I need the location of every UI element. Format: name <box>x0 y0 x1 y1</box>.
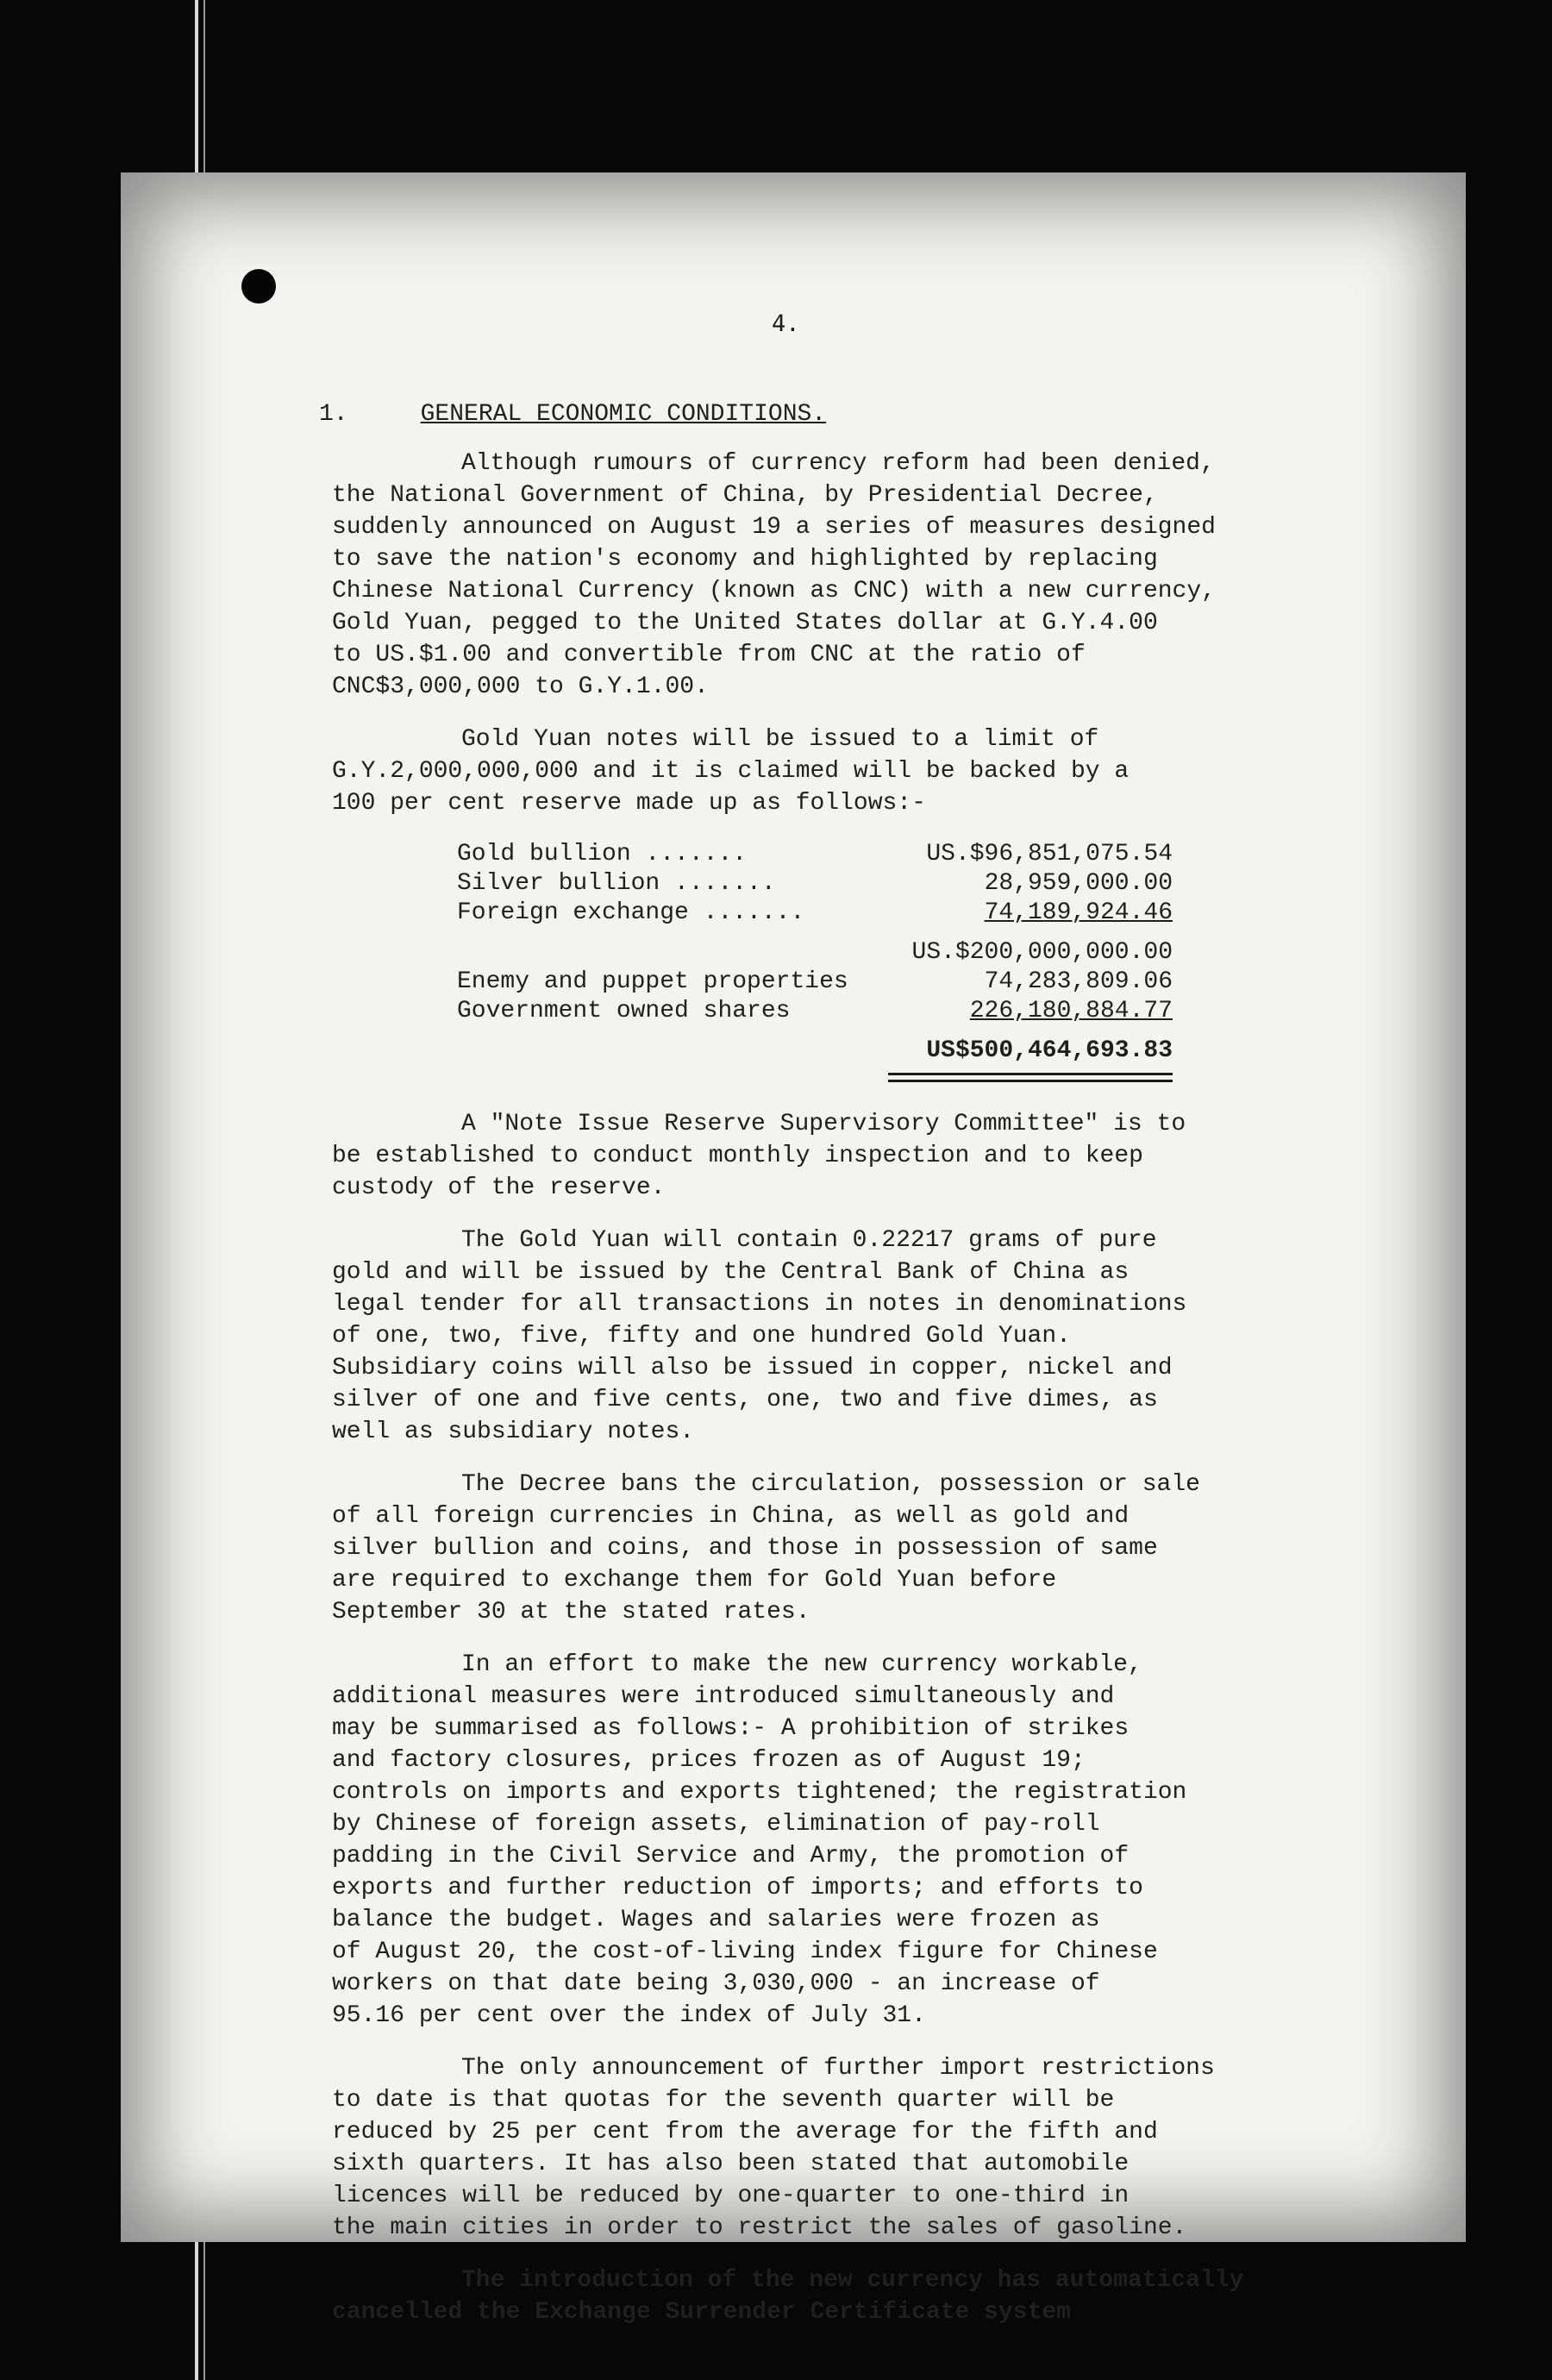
paragraph <box>332 2052 1336 2244</box>
table-row <box>457 968 1173 997</box>
row-amount: 74,283,809.06 <box>984 968 1173 995</box>
total-row <box>457 1037 1173 1066</box>
section-title: GENERAL ECONOMIC CONDITIONS. <box>420 401 827 428</box>
paragraph-body: to date is that quotas for the seventh quarter will be reduced by 25 per cent from the average for the fifth and sixth quarters. It has also been stated that automobile licences will be reduced by one-quarter to one-third in the main cities in order to restrict the sales of gasoline. <box>332 2087 1187 2241</box>
section-number: 1. <box>319 401 348 428</box>
paragraph-first-line: The Decree bans the circulation, possession or sale <box>461 1471 1200 1498</box>
paragraph <box>332 723 1336 819</box>
paragraph <box>332 1108 1336 1204</box>
page-number: 4. <box>772 310 800 337</box>
paragraph-first-line: In an effort to make the new currency workable, <box>461 1651 1142 1678</box>
paragraph <box>332 448 1336 703</box>
paragraph-first-line: The Gold Yuan will contain 0.22217 grams of pure <box>461 1227 1157 1254</box>
paragraph <box>332 1224 1336 1448</box>
table-row <box>457 869 1173 899</box>
section-heading <box>319 398 1336 430</box>
subtotal-amount: US.$200,000,000.00 <box>911 939 1173 966</box>
paragraph-body: gold and will be issued by the Central Bank of China as legal tender for all transactions in notes in denominations of one, two, five, fifty and one hundred Gold Yuan. Subsidiary coins will also be issued in copper, nickel and silver of one and five cents, one, two and five dimes, as well as subsidiary notes. <box>332 1259 1187 1445</box>
paragraph <box>332 1469 1336 1628</box>
table-row <box>457 840 1173 869</box>
reserve-table <box>457 840 1173 1082</box>
row-label: Silver bullion ....... <box>457 870 776 897</box>
row-label: Foreign exchange ....... <box>457 899 805 926</box>
paragraph-first-line: Although rumours of currency reform had been denied, <box>461 450 1215 477</box>
paragraph-body: of all foreign currencies in China, as well as gold and silver bullion and coins, and those in possession of same are required to exchange them for Gold Yuan before September 30 at the stated rates. <box>332 1503 1158 1625</box>
paragraph-body: the National Government of China, by Presidential Decree, suddenly announced on August 19 a series of measures designed to save the nation's economy and highlighted by replacing Chinese National Currency (known as CNC) with a new currency, Gold Yuan, pegged to the United States dollar at G.Y.4.00 to US.$1.00 and convertible from CNC at the ratio of CNC$3,000,000 to G.Y.1.00. <box>332 482 1216 700</box>
row-amount: 74,189,924.46 <box>984 899 1173 926</box>
paragraph-first-line: Gold Yuan notes will be issued to a limit of <box>461 726 1099 753</box>
row-label: Government owned shares <box>457 998 791 1024</box>
paragraph-body: be established to conduct monthly inspection and to keep custody of the reserve. <box>332 1143 1143 1201</box>
paragraph-first-line: The introduction of the new currency has automatically <box>461 2267 1244 2294</box>
paragraph <box>332 1649 1336 2032</box>
row-label: Gold bullion ....... <box>457 841 748 867</box>
table-row <box>457 997 1173 1026</box>
paragraph-first-line: The only announcement of further import restrictions <box>461 2055 1215 2082</box>
paragraph-first-line: A "Note Issue Reserve Supervisory Committee" is to <box>461 1111 1186 1137</box>
row-label: Enemy and puppet properties <box>457 968 848 995</box>
punch-hole <box>241 269 276 304</box>
table-row <box>457 899 1173 928</box>
paragraph <box>332 2264 1336 2328</box>
paragraph-body: G.Y.2,000,000,000 and it is claimed will be backed by a 100 per cent reserve made up as follows:- <box>332 758 1130 817</box>
double-underline <box>888 1073 1173 1082</box>
body-text <box>319 398 1336 2349</box>
row-amount: 28,959,000.00 <box>984 870 1173 897</box>
paragraph-body: cancelled the Exchange Surrender Certificate system <box>332 2299 1071 2326</box>
row-amount: US.$96,851,075.54 <box>926 841 1173 867</box>
paragraph-body: additional measures were introduced simultaneously and may be summarised as follows:- A prohibition of strikes and factory closures, prices frozen as of August 19; controls on imports and exports tightened; the registration by Chinese of foreign assets, elimination of pay-roll padding in the Civil Service and Army, the promotion of exports and further reduction of imports; and efforts to balance the budget. Wages and salaries were frozen as of August 20, the cost-of-living index figure for Chinese workers on that date being 3,030,000 - an increase of 95.16 per cent over the index of July 31. <box>332 1683 1187 2029</box>
subtotal-row <box>457 938 1173 968</box>
document-page <box>121 172 1466 2326</box>
total-amount: US$500,464,693.83 <box>926 1037 1173 1064</box>
row-amount: 226,180,884.77 <box>969 998 1173 1024</box>
